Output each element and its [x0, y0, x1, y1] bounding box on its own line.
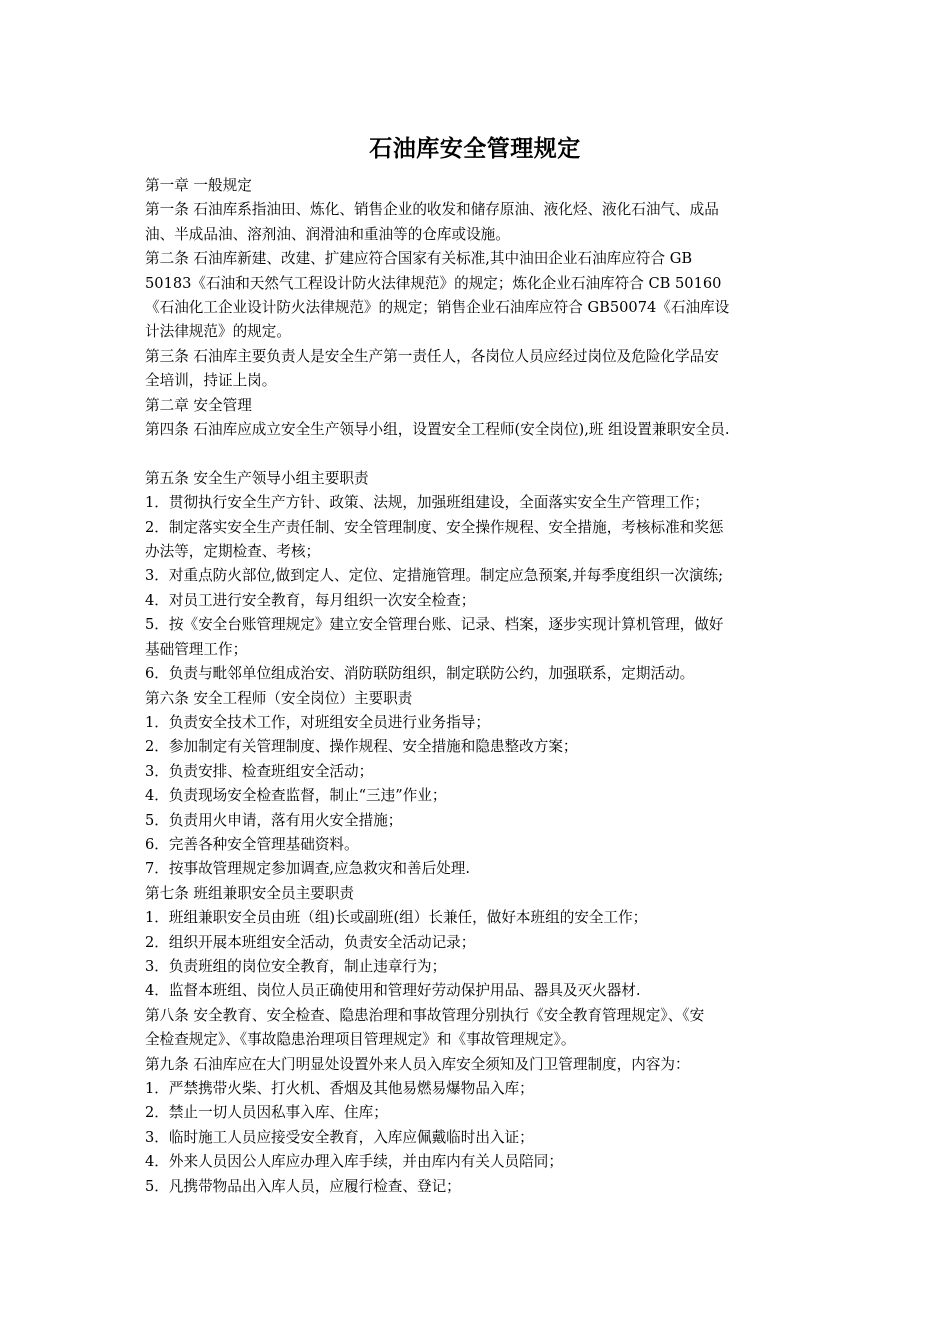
- body-text-line: 5．负责用火申请，落有用火安全措施；: [145, 811, 403, 829]
- body-text-line: 5．按《安全台账管理规定》建立安全管理台账、记录、档案，逐步实现计算机管理，做好: [145, 616, 724, 634]
- body-text-line: 办法等，定期检查、考核；: [145, 543, 321, 561]
- body-text-line: 3．负责安排、检查班组安全活动；: [145, 762, 374, 780]
- body-text-line: 计法律规范》的规定。: [145, 323, 291, 341]
- body-text-line: 3．临时施工人员应接受安全教育，入库应佩戴临时出入证；: [145, 1128, 534, 1146]
- body-text-line: 7．按事故管理规定参加调查,应急救灾和善后处理.: [145, 860, 471, 878]
- body-text-line: 4．负责现场安全检查监督，制止“三违”作业；: [145, 787, 447, 805]
- body-text-line: 基础管理工作；: [145, 640, 248, 658]
- body-text-line: 油、半成品油、溶剂油、润滑油和重油等的仓库或设施。: [145, 225, 510, 243]
- body-text-line: 1．严禁携带火柴、打火机、香烟及其他易燃易爆物品入库；: [145, 1080, 534, 1098]
- body-text-line: 6．完善各种安全管理基础资料。: [145, 835, 359, 853]
- body-text-line: 第二条 石油库新建、改建、扩建应符合国家有关标准,其中油田企业石油库应符合 GB: [145, 250, 693, 268]
- document-title: 石油库安全管理规定: [369, 136, 581, 162]
- body-text-line: 2．制定落实安全生产责任制、安全管理制度、安全操作规程、安全措施，考核标准和奖惩: [145, 518, 724, 536]
- body-text-line: 1．贯彻执行安全生产方针、政策、法规，加强班组建设，全面落实安全生产管理工作；: [145, 494, 709, 512]
- body-text-line: 第四条 石油库应成立安全生产领导小组，设置安全工程师(安全岗位),班 组设置兼职安全员.: [145, 421, 730, 439]
- body-text-line: 第六条 安全工程师（安全岗位）主要职责: [145, 689, 413, 707]
- body-text-line: 3．负责班组的岗位安全教育，制止违章行为；: [145, 957, 447, 975]
- body-text-line: 4．对员工进行安全教育，每月组织一次安全检查；: [145, 591, 476, 609]
- body-text-line: 第三条 石油库主要负责人是安全生产第一责任人，各岗位人员应经过岗位及危险化学品安: [145, 347, 719, 365]
- body-text-line: 第二章 安全管理: [145, 396, 252, 414]
- body-text-line: 5．凡携带物品出入库人员，应履行检查、登记；: [145, 1177, 461, 1195]
- body-text-line: 4．外来人员因公人库应办理入库手续，并由库内有关人员陪同；: [145, 1153, 563, 1171]
- body-text-line: 全检查规定》、《事故隐患治理项目管理规定》和《事故管理规定》。: [145, 1031, 576, 1049]
- body-text-line: 第八条 安全教育、安全检查、隐患治理和事故管理分别执行《安全教育管理规定》、《安: [145, 1006, 705, 1024]
- body-text-line: 1．负责安全技术工作，对班组安全员进行业务指导；: [145, 713, 490, 731]
- body-text-line: 3．对重点防火部位,做到定人、定位、定措施管理。制定应急预案,并每季度组织一次演练;: [145, 567, 724, 585]
- body-text-line: 50183《石油和天然气工程设计防火法律规范》的规定；炼化企业石油库符合 CB 50160: [145, 274, 722, 292]
- body-text-line: 《石油化工企业设计防火法律规范》的规定；销售企业石油库应符合 GB50074《石油库设: [145, 299, 730, 317]
- body-text-line: 1．班组兼职安全员由班（组)长或副班(组）长兼任，做好本班组的安全工作；: [145, 909, 648, 927]
- body-text-line: 2．组织开展本班组安全活动，负责安全活动记录；: [145, 933, 476, 951]
- body-text-line: 第五条 安全生产领导小组主要职责: [145, 469, 369, 487]
- body-text-line: 第一章 一般规定: [145, 177, 252, 194]
- body-text-line: 第九条 石油库应在大门明显处设置外来人员入库安全须知及门卫管理制度，内容为：: [145, 1055, 690, 1073]
- body-text-line: 全培训，持证上岗。: [145, 372, 277, 390]
- body-text-line: 4．监督本班组、岗位人员正确使用和管理好劳动保护用品、器具及灭火器材.: [145, 982, 641, 1000]
- body-text-line: 2．禁止一切人员因私事入库、住库；: [145, 1104, 388, 1122]
- body-text-line: 第一条 石油库系指油田、炼化、销售企业的收发和储存原油、液化烃、液化石油气、成品: [145, 201, 719, 219]
- blank-line: [145, 442, 813, 466]
- body-text-line: 2．参加制定有关管理制度、操作规程、安全措施和隐患整改方案；: [145, 738, 578, 756]
- body-text-line: 第七条 班组兼职安全员主要职责: [145, 884, 354, 902]
- body-text-line: 6．负责与毗邻单位组成治安、消防联防组织，制定联防公约，加强联系，定期活动。: [145, 665, 695, 683]
- document-body: [145, 174, 813, 1199]
